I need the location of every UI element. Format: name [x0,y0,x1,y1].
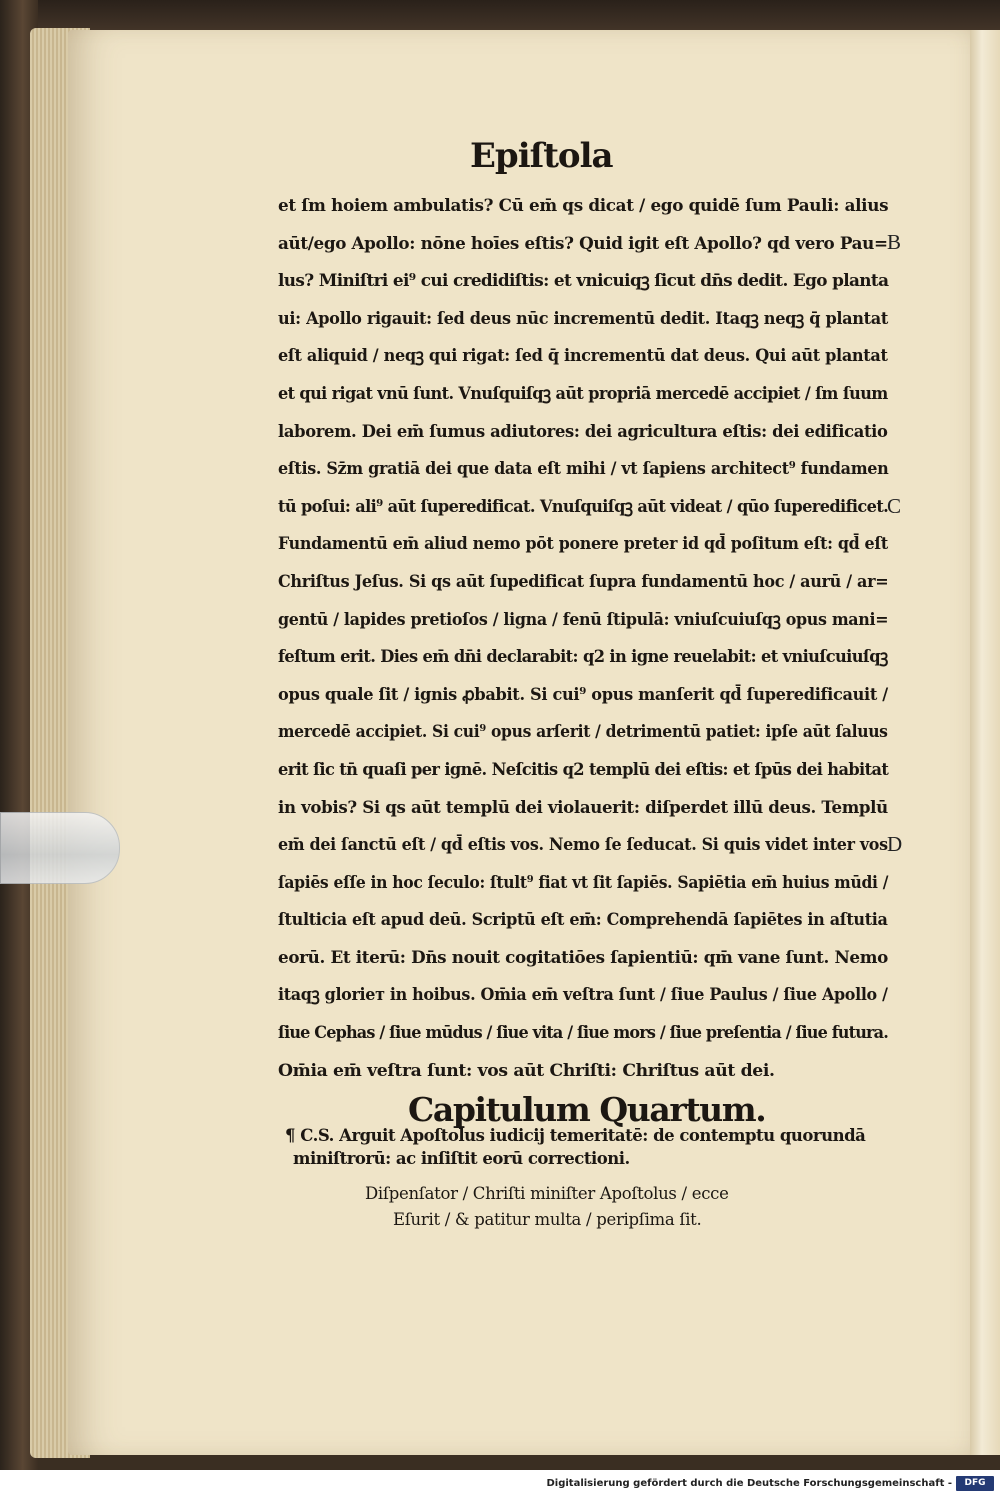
text-line: erit ſic tn̄ quaſi per ignē. Neſcitis q2 templū dei eſtis: et ſpūs dei habitat [278,759,889,780]
chapter-summary [285,1124,890,1170]
text-line: ui: Apollo rigauit: ſed deus nūc incrementū dedit. Itaqꝫ neqꝫ q̄ plantat [278,308,888,329]
text-line: et ſm hoiem ambulatis? Cū em̄ qs dicat / ego quidē ſum Pauli: alius [278,196,889,216]
text-line: feſtum erit. Dies em̄ dn̄i declarabit: q2 in igne reuelabit: et vniuſcuiuſqꝫ [278,647,888,668]
text-line: ſtulticia eſt apud deū. Scriptū eſt em̄: Comprehendā ſapiētes in aſtutia [278,910,888,931]
text-line: in vobis? Si qs aūt templū dei violauerit: diſperdet illū deus. Templū [278,797,888,818]
margin-marker-b: B [887,230,902,254]
summary-line: miniſtrorū: ac inſiſtit eorū correctioni. [293,1149,630,1168]
body-text [278,188,888,1090]
text-line: Chriſtus Jeſus. Si qs aūt ſupedificat ſupra fundamentū hoc / aurū / ar= [278,571,889,592]
text-line: mercedē accipiet. Si cui⁹ opus arſerit / detrimentū patiet: ipſe aūt ſaluus [278,722,888,743]
text-line: et qui rigat vnū ſunt. Vnuſquiſqꝫ aūt propriā mercedē accipiet / ſm ſuum [278,383,888,404]
text-line: Om̄ia em̄ veſtra ſunt: vos aūt Chriſti: Chriſtus aūt dei. [278,1060,775,1081]
margin-marker-d: D [887,832,903,856]
summary-line: ¶ C.S. Arguit Apoſtolus iudicij temeritatē: de contemptu quorundā [285,1126,866,1145]
text-line: opus quale ſit / ignis ꝓbabit. Si cui⁹ opus manſerit qd̄ ſuperedificauit / [278,684,888,705]
running-title: Epiſtola [470,136,613,176]
text-line: aūt/ego Apollo: nōne hoīes eſtis? Quid igit eſt Apollo? qd vero Pau= [278,233,888,254]
text-line: eſtis. Sz̄m gratiā dei que data eſt mihi / vt ſapiens architect⁹ fundamen [278,459,889,480]
text-line: eorū. Et iterū: Dn̄s nouit cogitatiōes ſapientiū: qm̄ vane ſunt. Nemo [278,947,888,968]
text-line: tū poſui: ali⁹ aūt ſuperedificat. Vnuſquiſqꝫ aūt videat / qūo ſuperedificet. [278,496,889,517]
text-line: eſt aliquid / neqꝫ qui rigat: ſed q̄ incrementū dat deus. Qui aūt plantat [278,346,888,367]
argument-line: Eſurit / & patitur multa / peripſima ſit. [393,1210,702,1229]
text-line: gentū / lapides pretioſos / ligna / fenū ſtipulā: vniuſcuiuſqꝫ opus mani= [278,609,889,630]
chapter-argument [365,1181,729,1233]
text-line: laborem. Dei em̄ ſumus adiutores: dei agricultura eſtis: dei edificatio [278,421,888,442]
dfg-logo: DFG [956,1476,994,1491]
footer-bar [0,1470,1000,1499]
page-holder-clip [0,812,120,884]
text-line: itaqꝫ glorieт in hoibus. Om̄ia em̄ veſtra ſunt / ſiue Paulus / ſiue Apollo / [278,985,888,1006]
text-line: ſapiēs eſſe in hoc ſeculo: ſtult⁹ fiat vt ſit ſapiēs. Sapiētia em̄ huius mūdi / [278,872,889,893]
page-gutter [970,30,1000,1455]
text-line: lus? Miniſtri ei⁹ cui credidiſtis: et vnicuiqꝫ ſicut dn̄s dedit. Ego planta [278,271,889,292]
argument-line: Diſpenſator / Chriſti miniſter Apoſtolus / ecce [365,1184,729,1203]
funding-credit: Digitalisierung gefördert durch die Deutsche Forschungsgemeinschaft - [546,1478,952,1489]
text-line: em̄ dei ſanctū eſt / qd̄ eſtis vos. Nemo ſe ſeducat. Si quis videt inter vos [278,835,888,856]
chapter-heading: Capitulum Quartum. [408,1090,766,1129]
margin-marker-c: C [887,494,902,518]
text-line: Fundamentū em̄ aliud nemo pōt ponere preter id qd̄ poſitum eſt: qd̄ eſt [278,534,888,555]
text-line: ſiue Cephas / ſiue mūdus / ſiue vita / ſiue mors / ſiue preſentia / ſiue futura. [278,1023,888,1044]
